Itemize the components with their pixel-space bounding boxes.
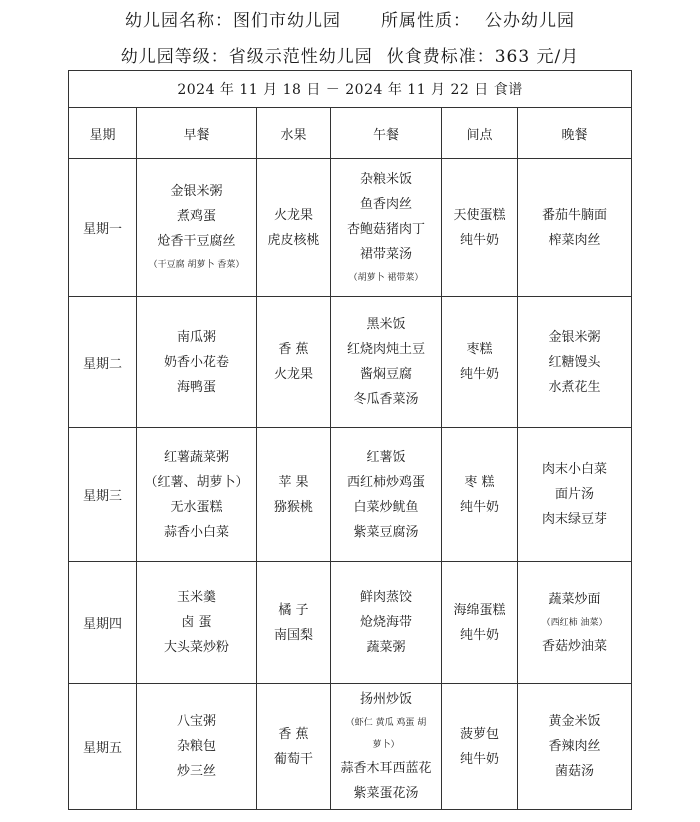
snack-cell (442, 159, 518, 297)
lunch-item: 杂粮米饭 (359, 171, 412, 187)
breakfast-item: 奶香小花卷 (163, 354, 229, 370)
lunch-item: 红薯饭 (366, 449, 406, 465)
breakfast-item: 无水蛋糕 (170, 499, 223, 515)
menu-day-row (69, 297, 632, 428)
lunch-item: 萝卜） (372, 740, 400, 750)
dinner-item: 面片汤 (555, 487, 595, 502)
lunch-cell (331, 159, 442, 297)
snack-item: 天使蛋糕 (453, 207, 506, 223)
menu-day-row (69, 159, 632, 297)
lunch-item: 红烧肉炖土豆 (346, 342, 425, 357)
fruit-item: 葡萄干 (273, 751, 313, 767)
dinner-item: 榨菜肉丝 (548, 232, 601, 248)
lunch-cell (331, 428, 442, 562)
weekly-menu-table (68, 70, 632, 810)
snack-item: 枣 糕 (464, 474, 495, 490)
breakfast-item: 南瓜粥 (176, 329, 216, 345)
meal-fee-standard: 伙食费标准：363 元/月 (386, 47, 580, 67)
snack-cell (442, 297, 518, 428)
lunch-item: 西红柿炒鸡蛋 (346, 474, 425, 490)
breakfast-item: 金银米粥 (170, 184, 223, 199)
lunch-item: （虾仁 黄瓜 鸡蛋 胡 (345, 718, 427, 728)
fruit-cell (257, 428, 331, 562)
header-line-2 (0, 42, 700, 67)
dinner-item: 黄金米饭 (548, 714, 601, 729)
day-cell: 星期一 (69, 159, 137, 297)
lunch-item: 紫菜豆腐汤 (353, 524, 419, 540)
fruit-cell (257, 684, 331, 810)
snack-item: 纯牛奶 (459, 367, 499, 382)
snack-item: 海绵蛋糕 (453, 602, 506, 618)
lunch-item: 酱焖豆腐 (359, 367, 412, 382)
column-header-row (69, 108, 632, 159)
fruit-item: 南国梨 (273, 627, 313, 643)
day-cell: 星期三 (69, 428, 137, 562)
lunch-item: 紫菜蛋花汤 (353, 786, 419, 801)
fruit-cell (257, 562, 331, 684)
breakfast-item: 玉米羹 (176, 590, 216, 605)
dinner-item: 红糖馒头 (548, 354, 601, 370)
breakfast-item: 红薯蔬菜粥 (163, 449, 229, 465)
fruit-item: 猕猴桃 (273, 499, 313, 515)
fruit-item: 苹 果 (278, 474, 309, 490)
dinner-cell (518, 159, 632, 297)
property-value: 公办幼儿园 (485, 11, 575, 31)
column-header-day: 星期 (69, 108, 137, 159)
dinner-item: 番茄牛腩面 (542, 207, 608, 223)
snack-item: 纯牛奶 (459, 499, 499, 515)
lunch-cell (331, 562, 442, 684)
breakfast-cell (137, 297, 257, 428)
day-cell: 星期二 (69, 297, 137, 428)
menu-body (69, 159, 632, 810)
fruit-item: 香 蕉 (278, 726, 309, 742)
dinner-item: 香辣肉丝 (548, 739, 601, 754)
property-label: 所属性质： (381, 11, 471, 31)
menu-day-row (69, 428, 632, 562)
fruit-cell (257, 297, 331, 428)
lunch-item: 白菜炒鱿鱼 (353, 499, 419, 515)
snack-item: 枣糕 (466, 342, 493, 357)
dinner-cell (518, 428, 632, 562)
lunch-item: （胡萝卜 裙带菜） (348, 272, 424, 283)
column-header-breakfast: 早餐 (137, 108, 257, 159)
breakfast-item: （红薯、胡萝卜） (144, 474, 249, 490)
fruit-item: 火龙果 (273, 367, 313, 382)
breakfast-item: （干豆腐 胡萝卜 香菜） (148, 260, 245, 270)
menu-day-row (69, 684, 632, 810)
lunch-item: 蒜香木耳西蓝花 (340, 761, 432, 776)
fruit-item: 橘 子 (278, 602, 309, 618)
breakfast-item: 大头菜炒粉 (163, 640, 229, 655)
dinner-cell (518, 562, 632, 684)
header-line-1 (0, 6, 700, 31)
breakfast-item: 蒜香小白菜 (163, 524, 229, 540)
snack-item: 纯牛奶 (459, 627, 499, 643)
lunch-item: 冬瓜香菜汤 (353, 392, 419, 407)
snack-cell (442, 684, 518, 810)
snack-item: 菠萝包 (459, 726, 499, 742)
column-header-snack: 间点 (442, 108, 518, 159)
menu-day-row (69, 562, 632, 684)
day-cell: 星期五 (69, 684, 137, 810)
dinner-item: 肉末绿豆芽 (542, 512, 608, 527)
dinner-item: 菌菇汤 (555, 764, 595, 779)
breakfast-item: 炝香干豆腐丝 (157, 234, 236, 249)
breakfast-item: 八宝粥 (176, 714, 216, 729)
lunch-item: 鲜肉蒸饺 (359, 590, 412, 605)
lunch-item: 鱼香肉丝 (359, 196, 412, 212)
day-cell: 星期四 (69, 562, 137, 684)
dinner-cell (518, 297, 632, 428)
snack-item: 纯牛奶 (459, 232, 499, 248)
breakfast-cell (137, 159, 257, 297)
dinner-item: 肉末小白菜 (542, 462, 608, 477)
lunch-item: 裙带菜汤 (359, 246, 412, 262)
lunch-cell (331, 684, 442, 810)
breakfast-cell (137, 562, 257, 684)
dinner-item: （西红柿 油菜） (541, 617, 608, 628)
breakfast-item: 卤 蛋 (181, 615, 212, 630)
lunch-item: 炝烧海带 (359, 615, 412, 630)
snack-item: 纯牛奶 (459, 751, 499, 767)
fruit-item: 香 蕉 (278, 342, 309, 357)
dinner-item: 蔬菜炒面 (548, 591, 601, 607)
breakfast-item: 海鸭蛋 (176, 379, 216, 395)
breakfast-item: 煮鸡蛋 (176, 209, 216, 224)
dinner-item: 香菇炒油菜 (542, 638, 608, 654)
dinner-cell (518, 684, 632, 810)
fruit-item: 火龙果 (273, 207, 313, 223)
breakfast-cell (137, 428, 257, 562)
date-range-row (69, 71, 632, 108)
breakfast-item: 炒三丝 (176, 764, 216, 779)
snack-cell (442, 428, 518, 562)
fruit-cell (257, 159, 331, 297)
kindergarten-name: 幼儿园名称：图们市幼儿园 (125, 11, 341, 31)
breakfast-item: 杂粮包 (176, 739, 216, 754)
lunch-cell (331, 297, 442, 428)
date-range: 2024 年 11 月 18 日 － 2024 年 11 月 22 日 食谱 (69, 71, 632, 108)
fruit-item: 虎皮核桃 (267, 232, 320, 248)
column-header-dinner: 晚餐 (518, 108, 632, 159)
kindergarten-level: 幼儿园等级：省级示范性幼儿园 (120, 47, 373, 67)
lunch-item: 扬州炒饭 (359, 692, 412, 707)
lunch-item: 蔬菜粥 (366, 640, 406, 655)
column-header-lunch: 午餐 (331, 108, 442, 159)
lunch-item: 黑米饭 (366, 317, 406, 332)
dinner-item: 水煮花生 (548, 379, 601, 395)
dinner-item: 金银米粥 (548, 329, 601, 345)
snack-cell (442, 562, 518, 684)
column-header-fruit: 水果 (257, 108, 331, 159)
breakfast-cell (137, 684, 257, 810)
lunch-item: 杏鲍菇猪肉丁 (346, 221, 425, 237)
